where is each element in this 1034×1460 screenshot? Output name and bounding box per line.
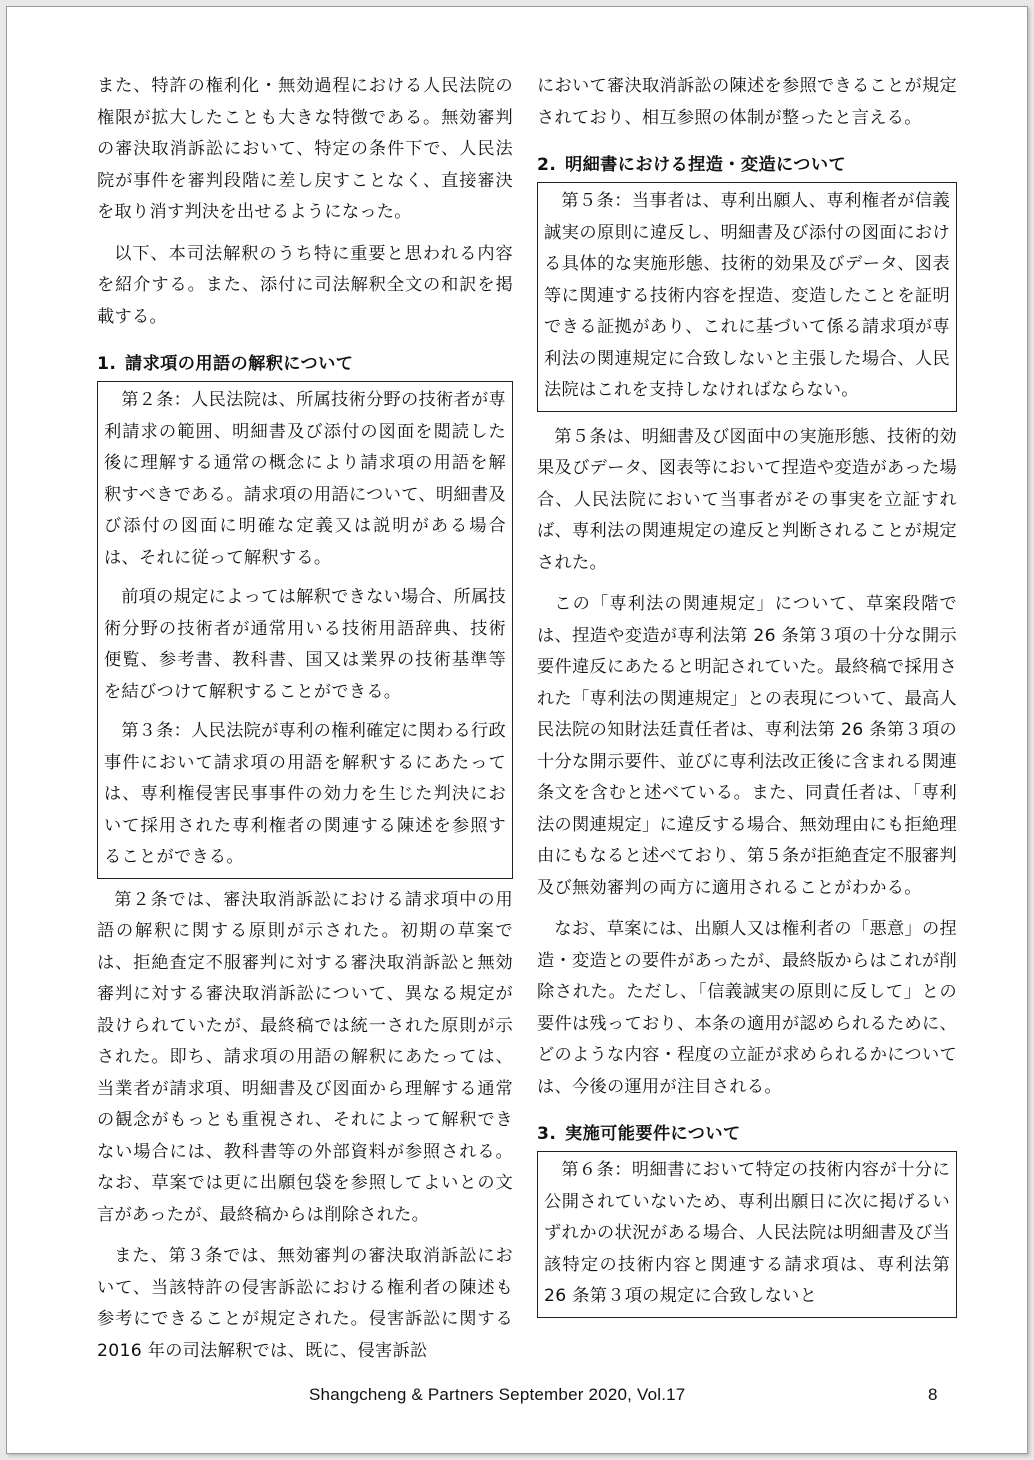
continuation-paragraph: において審決取消訴訟の陳述を参照できることが規定されており、相互参照の体制が整ったと言える。: [537, 76, 957, 128]
page-footer: [7, 1385, 1027, 1415]
article-5-commentary: 第５条は、明細書及び図面中の実施形態、技術的効果及びデータ、図表等において捏造や変造があった場合、人民法院において当事者がその事実を立証すれば、専利法の関連規定の違反と判断されることが規定された。: [537, 426, 957, 573]
overview-paragraph: 以下、本司法解釈のうち特に重要と思われる内容を紹介する。また、添付に司法解釈全文の和訳を掲載する。: [97, 243, 513, 327]
article-2-text: 第２条：人民法院は、所属技術分野の技術者が専利請求の範囲、明細書及び添付の図面を閲読した後に理解する通常の概念により請求項の用語を解釈すべきである。請求項の用語について、明細書及び添付の図面に明確な定義又は説明がある場合は、それに従って解釈する。: [104, 390, 506, 568]
article-2-para-2-text: 前項の規定によっては解釈できない場合、所属技術分野の技術者が通常用いる技術用語辞典、技術便覧、参考書、教科書、国又は業界の技術基準等を結びつけて解釈することができる。: [104, 587, 506, 702]
right-column: [537, 71, 957, 1318]
article-6-text: 第６条：明細書において特定の技術内容が十分に公開されていないため、専利出願日に次に掲げるいずれかの状況がある場合、人民法院は明細書及び当該特定の技術内容と関連する請求項は、専利法第 26 条第３項の規定に合致しないと: [544, 1160, 950, 1306]
article-5-quote-box: [537, 182, 957, 412]
intro-paragraph: また、特許の権利化・無効過程における人民法院の権限が拡大したことも大きな特徴である。無効審判の審決取消訴訟において、特定の条件下で、人民法院が事件を審判段階に差し戻すことなく、直接審決を取り消す判決を出せるようになった。: [97, 76, 513, 222]
bad-faith-paragraph: なお、草案には、出願人又は権利者の「悪意」の捏造・変造との要件があったが、最終版からはこれが削除された。ただし、「信義誠実の原則に反して」との要件は残っており、本条の適用が認められるために、どのような内容・程度の立証が求められるかについては、今後の運用が注目される。: [537, 919, 957, 1097]
article-5-text: 第５条：当事者は、専利出願人、専利権者が信義誠実の原則に違反し、明細書及び添付の図面における具体的な実施形態、技術的効果及びデータ、図表等に関連する技術内容を捏造、変造したことを証明できる証拠があり、これに基づいて係る請求項が専利法の関連規定に合致しないと主張した場合、人民法院はこれを支持しなければならない。: [544, 191, 950, 400]
section-2-heading: 2. 明細書における捏造・変造について: [537, 155, 847, 175]
article-2-commentary: 第２条では、審決取消訴訟における請求項中の用語の解釈に関する原則が示された。初期の草案では、拒絶査定不服審判に対する審決取消訴訟と無効審判に対する審決取消訴訟について、異なる規定が設けられていたが、最終稿では統一された原則が示された。即ち、請求項の用語の解釈にあたっては、当業者が請求項、明細書及び図面から理解する通常の観念がもっとも重視され、それによって解釈できない場合には、教科書等の外部資料が参照される。なお、草案では更に出願包袋を参照してよいとの文言があったが、最終稿からは削除された。: [97, 889, 513, 1225]
page-number: 8: [928, 1385, 938, 1404]
section-1-heading: 1. 請求項の用語の解釈について: [97, 354, 354, 374]
article-3-commentary: また、第３条では、無効審判の審決取消訴訟において、当該特許の侵害訴訟における権利者の陳述も参考にできることが規定された。侵害訴訟に関する 2016 年の司法解釈では、既に、侵害訴訟: [97, 1246, 513, 1361]
article-3-text: 第３条：人民法院が専利の権利確定に関わる行政事件において請求項の用語を解釈するにあたっては、専利権侵害民事事件の効力を生じた判決において採用された専利権者の関連する陳述を参照することができる。: [104, 721, 506, 867]
article-6-quote-box: [537, 1151, 957, 1318]
left-column: [97, 71, 513, 1367]
related-provisions-paragraph: この「専利法の関連規定」について、草案段階では、捏造や変造が専利法第 26 条第３項の十分な開示要件違反にあたると明記されていた。最終稿で採用された「専利法の関連規定」との表現について、最高人民法院の知財法廷責任者は、専利法第 26 条第３項の十分な開示要件、並びに専利法改正後に含まれる関連条文を含むと述べている。また、同責任者は、「専利法の関連規定」に違反する場合、無効理由にも拒絶理由にもなると述べており、第５条が拒絶査定不服審判及び無効審判の両方に適用されることがわかる。: [537, 594, 957, 898]
article-2-3-quote-box: [97, 381, 513, 879]
publication-info: Shangcheng & Partners September 2020, Vol.17: [309, 1385, 686, 1404]
document-page: [6, 6, 1028, 1454]
section-3-heading: 3. 実施可能要件について: [537, 1124, 741, 1144]
